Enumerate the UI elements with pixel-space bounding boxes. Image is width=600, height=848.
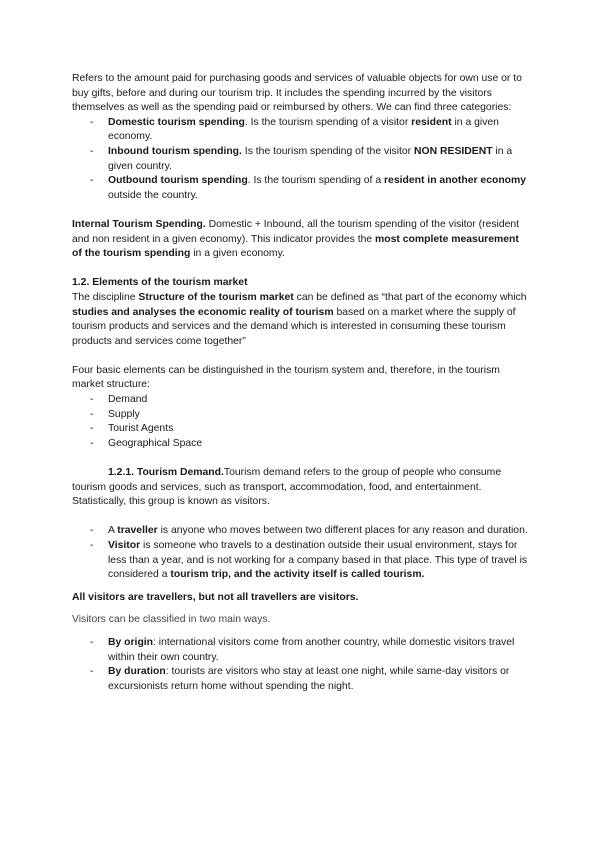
list-item — [72, 539, 530, 583]
classification-list — [72, 636, 530, 694]
bold-term: traveller — [117, 525, 158, 537]
list-item — [72, 116, 530, 145]
bold-term: tourism trip, and the activity itself is called tourism. — [170, 569, 425, 581]
list-text: A — [108, 525, 118, 537]
list-item — [72, 636, 530, 665]
paragraph-text: The discipline — [72, 291, 139, 303]
bold-term: most complete measurement of the tourism spending — [72, 233, 519, 260]
list-item: - Geographical Space — [72, 437, 530, 452]
bold-term: resident — [411, 116, 452, 128]
bold-term: studies and analyses the economic reality of tourism — [72, 306, 334, 318]
list-text: : international visitors come from another country, while domestic visitors travel within their own country. — [108, 636, 515, 663]
bold-term: By origin — [108, 636, 154, 648]
list-text: outside the country. — [108, 189, 198, 201]
paragraph-text: can be defined as “that part of the economy which — [293, 291, 527, 303]
bold-statement: All visitors are travellers, but not all travellers are visitors. — [72, 591, 359, 603]
definition-paragraph — [72, 291, 530, 349]
list-item — [72, 174, 530, 203]
list-text: : tourists are visitors who stay at least one night, while same-day visitors or excursionists return home without spending the night. — [108, 666, 510, 692]
classification-intro: Visitors can be classified in two main ways. — [72, 614, 271, 626]
bold-term: By duration — [108, 666, 166, 678]
spending-categories-list — [72, 116, 530, 204]
bold-term: Visitor — [108, 540, 141, 551]
bold-term: Structure of the tourism market — [138, 291, 294, 303]
bold-term: resident in another economy — [384, 175, 527, 187]
internal-spending-paragraph — [72, 218, 530, 262]
list-text: Is the tourism spending of the visitor — [241, 145, 415, 157]
list-item — [72, 524, 530, 539]
bold-term: Inbound tourism spending. — [108, 145, 242, 157]
list-text: is someone who travels to a destination outside their usual environment, stays for less than a year, and is not working for a company based in that place. This type of travel is considered a — [108, 540, 528, 581]
list-item — [72, 665, 530, 694]
bold-term: Outbound tourism spending — [108, 175, 248, 187]
subsection-heading: 1.2.1. Tourism Demand. — [108, 467, 224, 479]
paragraph-text: based on a market where the supply of tourism products and services and the demand which is interested in consuming these tourism products and services come together” — [72, 306, 516, 347]
list-text: is anyone who moves between two different places for any reason and duration. — [157, 525, 528, 537]
paragraph-text: Tourism demand refers to the group of people who consume tourism goods and services, such as transport, accommodation, food, and entertainment. Statistically, this group is known as visitors. — [72, 467, 502, 508]
list-item — [72, 145, 530, 174]
paragraph-text: Domestic + Inbound, all the tourism spending of the visitor (resident and non resident in a given economy). This indicator provides the — [72, 218, 520, 245]
list-item: - Tourist Agents — [72, 422, 530, 437]
paragraph-text: in a given economy. — [190, 248, 285, 260]
list-text: in a given country. — [108, 145, 513, 172]
intro-paragraph: Refers to the amount paid for purchasing goods and services of valuable objects for own use or to buy gifts, before and during our tourism trip. It includes the spending incurred by the visitors themselves as well as the spending paid or reimbursed by others. We can find three categories: — [72, 73, 522, 114]
demand-paragraph — [72, 466, 530, 510]
heading-text: 1.2. Elements of the tourism market — [72, 277, 248, 289]
list-text: in a given economy. — [108, 116, 499, 143]
list-item: - Supply — [72, 408, 530, 423]
bold-term: Internal Tourism Spending. — [72, 218, 206, 230]
list-item: - Demand — [72, 393, 530, 408]
definitions-list — [72, 524, 530, 582]
bold-term: Domestic tourism spending — [108, 116, 245, 128]
bold-term: NON RESIDENT — [414, 145, 493, 157]
section-heading — [72, 276, 530, 291]
elements-list — [72, 393, 530, 451]
elements-intro: Four basic elements can be distinguished in the tourism system and, therefore, in the tourism market structure: — [72, 364, 500, 391]
list-text: . Is the tourism spending of a — [247, 175, 384, 187]
list-text: . Is the tourism spending of a visitor — [244, 116, 412, 128]
key-statement — [72, 591, 530, 606]
page-content — [72, 72, 530, 694]
